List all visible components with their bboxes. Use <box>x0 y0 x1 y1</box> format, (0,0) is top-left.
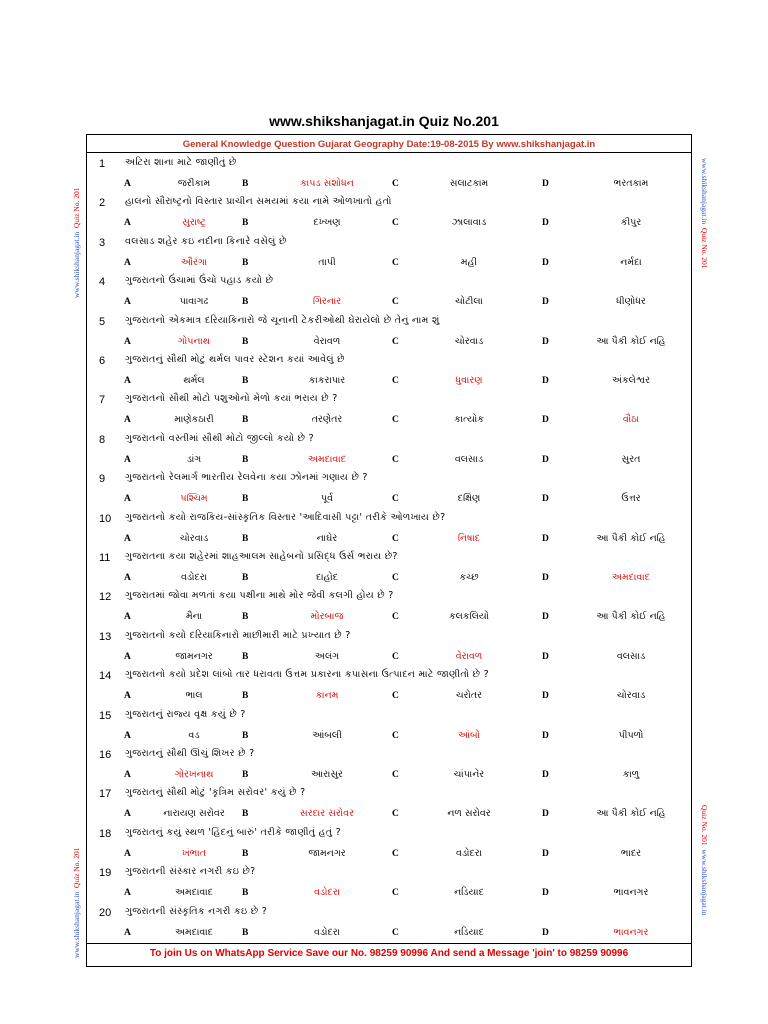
question-block <box>87 863 691 903</box>
watermark-site-text: www.shikshanjagat.in <box>72 891 81 958</box>
whatsapp-footer: To join Us on WhatsApp Service Save our No. 98259 90996 And send a Message 'join' to 98259 90996 <box>149 948 629 959</box>
site-title: www.shikshanjagat.in Quiz No.201 <box>269 113 499 129</box>
option-letter: D <box>542 691 549 702</box>
option-text: જામનગર <box>175 650 213 662</box>
option-text: જામનગર <box>308 847 346 859</box>
correct-option-text: ઔરંગા <box>180 256 208 268</box>
option-letter: A <box>124 297 131 308</box>
option-text: ચોરવાડ <box>454 335 484 347</box>
question-block <box>87 272 691 312</box>
option-letter: A <box>124 573 131 583</box>
option-letter: B <box>242 691 249 702</box>
question-number: 11 <box>99 552 111 564</box>
question-text: ગુજરાતની સંસ્કૃતિક નગરી કઇ છે ? <box>125 905 268 917</box>
option-letter: C <box>392 691 399 702</box>
option-letter: D <box>542 730 549 741</box>
option-letter: B <box>242 415 249 426</box>
option-letter: A <box>124 770 131 780</box>
correct-option-text: ખંભાત <box>181 847 207 859</box>
watermark-site-text: www.shikshanjagat.in <box>700 158 709 225</box>
option-letter: C <box>392 730 399 741</box>
question-block <box>87 627 691 667</box>
correct-option-text: કાનમ <box>315 690 339 702</box>
correct-option-text: પશ્ચિમ <box>180 493 208 505</box>
option-text: વલસાડ <box>454 453 484 465</box>
question-number: 20 <box>99 906 112 919</box>
quiz-subtitle: General Knowledge Question Gujarat Geography Date:19-08-2015 By www.shikshanjagat.in <box>182 139 596 150</box>
correct-option-text: આંબો <box>457 729 481 741</box>
correct-option-text: ગોરખનાથ <box>174 769 214 780</box>
option-text: ભાદર <box>620 847 642 859</box>
option-letter: B <box>242 218 249 229</box>
question-block <box>87 154 691 194</box>
option-text: વેરાવળ <box>313 335 341 347</box>
question-number: 17 <box>99 788 112 801</box>
option-text: દાહોદ <box>315 572 339 583</box>
question-text: ગુજરાતનું સૌથી મોટું થર્મલ પાવર સ્ટેશન કયાં આવેલું છે <box>125 354 345 365</box>
option-text: કીપુર <box>620 217 642 229</box>
watermark-quiz-text: Quiz No. 201 <box>72 847 81 889</box>
option-text: આ પૈકી કોઈ નહિ <box>596 532 666 544</box>
option-letter: C <box>392 770 399 780</box>
question-block <box>87 509 691 549</box>
correct-option-text: કાપડ સંશોધન <box>300 178 354 189</box>
option-letter: B <box>242 927 249 938</box>
option-text: અંકલેશ્વર <box>611 375 651 386</box>
quiz-sheet <box>86 134 692 967</box>
question-block <box>87 745 691 785</box>
option-text: નડિયાદ <box>454 887 484 899</box>
option-letter: A <box>124 809 131 820</box>
question-text: ગુજરાતનો રેલમાર્ગ ભારતીય રેલવેના કયા ઝોનમાં ગણાય છે ? <box>125 472 368 484</box>
option-letter: C <box>392 888 399 899</box>
option-letter: D <box>542 376 549 386</box>
option-letter: A <box>124 336 131 347</box>
option-letter: D <box>542 809 549 820</box>
option-text: આ પૈકી કોઈ નહિ <box>596 335 666 347</box>
option-letter: B <box>242 888 249 899</box>
question-number: 15 <box>99 709 112 722</box>
option-letter: D <box>542 533 549 544</box>
option-text: વડ <box>188 729 200 741</box>
question-number: 4 <box>99 276 106 289</box>
option-text: વડોદરા <box>455 847 483 859</box>
option-letter: A <box>124 730 131 741</box>
option-letter: D <box>542 651 549 662</box>
option-letter: B <box>242 573 249 583</box>
question-block <box>87 784 691 824</box>
option-text: ભરતકામ <box>613 178 649 189</box>
side-watermark-right-top <box>700 158 709 269</box>
question-block <box>87 390 691 430</box>
correct-option-text: વૌઠા <box>622 414 640 426</box>
option-text: ઝાલાવાડ <box>451 217 487 229</box>
option-letter: A <box>124 257 131 268</box>
option-text: ભાલ <box>185 690 203 702</box>
option-letter: D <box>542 454 549 465</box>
question-number: 6 <box>99 355 106 367</box>
option-letter: B <box>242 376 249 386</box>
correct-option-text: ભાવનગર <box>613 926 649 938</box>
option-text: નર્મદા <box>620 256 642 268</box>
option-letter: B <box>242 336 249 347</box>
option-letter: D <box>542 494 549 505</box>
question-text: ગુજરાતમાં જોવા મળતાં કયા પક્ષીના માથે મોર જેવી કલગી હોય છે ? <box>125 590 394 602</box>
question-number: 19 <box>99 867 112 880</box>
option-text: ચાંપાનેર <box>453 769 485 780</box>
question-number: 7 <box>99 394 106 407</box>
option-letter: B <box>242 179 249 189</box>
option-text: વલસાડ <box>616 650 646 662</box>
question-block <box>87 193 691 233</box>
option-text: આંબલી <box>312 729 342 741</box>
question-text: ગુજરાતના કયા શહેરમાં શાહઆલમ સાહેબનો પ્રસિદ્ધ ઉર્સ ભરાય છે? <box>125 551 398 562</box>
option-text: તરણેતર <box>311 414 343 426</box>
question-number: 18 <box>99 827 112 840</box>
option-letter: C <box>392 848 399 859</box>
option-letter: B <box>242 454 249 465</box>
question-block <box>87 233 691 273</box>
question-number: 16 <box>99 749 112 761</box>
option-letter: B <box>242 730 249 741</box>
question-block <box>87 430 691 470</box>
question-text: ગુજરાતનું રાજ્ય વૃક્ષ કયું છે ? <box>125 708 246 720</box>
option-letter: B <box>242 533 249 544</box>
option-text: પીપળો <box>618 729 644 741</box>
option-text: નાઘેર <box>316 532 338 544</box>
option-letter: C <box>392 257 399 268</box>
option-text: કાત્યોક <box>454 414 484 426</box>
watermark-quiz-text: Quiz No. 201 <box>700 805 709 846</box>
option-letter: C <box>392 533 399 544</box>
correct-option-text: નિષાદ <box>457 532 481 544</box>
option-letter: C <box>392 376 399 386</box>
watermark-site-text: www.shikshanjagat.in <box>72 231 81 298</box>
question-text: ગુજરાતનો વસ્તીમાં સૌથી મોટો જીલ્લો કયો છે ? <box>125 432 314 444</box>
option-text: માણેકઠારી <box>174 414 214 426</box>
question-block <box>87 824 691 864</box>
question-text: ગુજરાતનું કયું સ્થળ 'હિંદનું બારું' તરીકે જાણીતું હતું ? <box>125 826 341 838</box>
option-letter: A <box>124 494 131 505</box>
option-letter: D <box>542 927 549 938</box>
option-text: ચોટીલા <box>455 296 483 308</box>
option-text: ચોરવાડ <box>616 690 646 702</box>
option-text: પાવાગઢ <box>179 296 209 308</box>
question-number: 14 <box>99 670 112 683</box>
option-text: અલંગ <box>314 650 340 662</box>
question-block <box>87 312 691 352</box>
option-letter: C <box>392 179 399 189</box>
question-number: 12 <box>99 591 112 604</box>
option-text: કાકરાપાર <box>308 375 346 386</box>
question-text: ગુજરાતનો કયો પ્રદેશ લાંબો તાર ધરાવતા ઉત્તમ પ્રકારના કપાસના ઉત્પાદન માટે જાણીતો છે ? <box>125 669 489 681</box>
option-letter: C <box>392 809 399 820</box>
question-text: ગુજરાતનો એકમાત્ર દરિયાકિનારો જે ચૂનાની ટેકરીઓથી ઘેરાયેલો છે તેનું નામ શું <box>125 314 440 326</box>
question-text: ગુજરાતનું સૌથી મોટું 'કૃત્રિમ સરોવર' કયું છે ? <box>125 787 306 799</box>
question-block <box>87 903 691 943</box>
option-letter: A <box>124 691 131 702</box>
question-block <box>87 469 691 509</box>
option-letter: D <box>542 257 549 268</box>
question-number: 5 <box>99 315 106 328</box>
watermark-site-text: www.shikshanjagat.in <box>700 849 709 916</box>
correct-option-text: ગિરનાર <box>312 296 342 308</box>
option-letter: A <box>124 179 131 189</box>
option-letter: B <box>242 612 249 623</box>
option-text: આ પૈકી કોઈ નહિ <box>596 611 666 623</box>
option-letter: C <box>392 927 399 938</box>
question-number: 8 <box>99 433 106 446</box>
question-number: 3 <box>99 236 106 249</box>
option-letter: D <box>542 612 549 623</box>
option-letter: D <box>542 179 549 189</box>
option-text: આ પૈકી કોઈ નહિ <box>596 808 666 820</box>
option-letter: A <box>124 612 131 623</box>
option-letter: C <box>392 454 399 465</box>
side-watermark-left-top <box>72 187 81 298</box>
option-letter: A <box>124 533 131 544</box>
option-text: કલકલિયો <box>448 611 490 623</box>
question-block <box>87 666 691 706</box>
question-text: વલસાડ શહેર કઇ નદીના કિનારે વસેલું છે <box>125 235 287 247</box>
option-letter: D <box>542 297 549 308</box>
option-text: નળ સરોવર <box>447 808 491 820</box>
correct-option-text: વડોદરા <box>313 887 341 899</box>
option-text: તાપી <box>318 256 336 268</box>
correct-option-text: મોરબાજ <box>310 611 344 623</box>
correct-option-text: ધુવારણ <box>455 375 483 386</box>
correct-option-text: અમદાવાદ <box>308 453 346 465</box>
question-number: 9 <box>99 473 106 486</box>
question-number: 10 <box>99 512 112 525</box>
option-letter: C <box>392 573 399 583</box>
option-text: મૈના <box>185 611 203 623</box>
question-block <box>87 706 691 746</box>
question-number: 2 <box>99 197 106 210</box>
footer-divider <box>87 943 691 944</box>
option-letter: C <box>392 336 399 347</box>
option-letter: B <box>242 257 249 268</box>
option-text: દક્ષિણ <box>457 493 481 505</box>
option-letter: C <box>392 415 399 426</box>
option-text: પૂર્વ <box>320 493 334 505</box>
option-letter: C <box>392 651 399 662</box>
option-text: ડાંગ <box>186 453 202 465</box>
correct-option-text: સુરાષ્ટ્ર <box>182 217 206 229</box>
option-letter: C <box>392 297 399 308</box>
question-text: ગુજરાતનું સૌથી ઊંચું શિખર છે ? <box>125 748 255 759</box>
option-text: જરીકામ <box>177 178 211 189</box>
option-letter: A <box>124 888 131 899</box>
question-text: ગુજરાતનો કયો દરિયાકિનારો માછીમારી માટે પ્રખ્યાત છે ? <box>125 629 351 641</box>
correct-option-text: સરદાર સરોવર <box>300 808 354 820</box>
option-letter: A <box>124 376 131 386</box>
question-text: હાલનો સૌરાષ્ટ્રનો વિસ્તાર પ્રાચીન સમયમાં કયા નામે ઓળખાતો હતો <box>125 196 392 208</box>
option-letter: A <box>124 927 131 938</box>
question-block <box>87 548 691 588</box>
option-letter: A <box>124 651 131 662</box>
question-number: 13 <box>99 630 112 643</box>
option-letter: B <box>242 770 249 780</box>
option-letter: A <box>124 454 131 465</box>
option-letter: A <box>124 848 131 859</box>
option-text: દખ્ખણ <box>313 217 341 229</box>
subtitle-divider <box>87 152 691 153</box>
option-letter: B <box>242 651 249 662</box>
option-letter: B <box>242 494 249 505</box>
question-number: 1 <box>99 158 106 170</box>
option-text: કચ્છ <box>459 572 479 583</box>
side-watermark-right-bottom <box>700 805 709 916</box>
option-text: ધીણોધર <box>616 296 646 308</box>
option-letter: D <box>542 848 549 859</box>
option-letter: C <box>392 218 399 229</box>
question-text: ગુજરાતનો કયો રાજકિય-સાંસ્કૃતિક વિસ્તાર 'આદિવાસી પટ્ટા' તરીકે ઓળખાય છે? <box>125 511 446 523</box>
option-text: થર્મલ <box>183 375 205 386</box>
correct-option-text: વેરાવળ <box>455 650 483 662</box>
question-text: ગુજરાતનો સૌથી મોટો પશુઓનો મેળો કયાં ભરાય છે ? <box>125 393 338 405</box>
correct-option-text: ગોપનાથ <box>177 335 211 347</box>
option-letter: B <box>242 297 249 308</box>
option-letter: D <box>542 218 549 229</box>
correct-option-text: અમદાવાદ <box>612 572 650 583</box>
option-text: નારાયણ સરોવર <box>163 808 225 820</box>
question-text: ગુજરાતની સંસ્કાર નગરી કઇ છે? <box>125 866 256 878</box>
option-letter: D <box>542 336 549 347</box>
option-text: વડોદરા <box>180 572 208 583</box>
option-text: અમદાવાદ <box>175 887 213 899</box>
option-text: કાળુ <box>622 769 640 780</box>
option-text: ઉત્તર <box>621 493 641 505</box>
option-letter: B <box>242 809 249 820</box>
question-text: અટિરા શાના માટે જાણીતું છે <box>125 157 237 168</box>
question-block <box>87 351 691 391</box>
option-letter: A <box>124 218 131 229</box>
option-text: નડિયાદ <box>454 926 484 938</box>
option-text: વડોદરા <box>313 926 341 938</box>
side-watermark-left-bottom <box>72 847 81 958</box>
option-text: સુરત <box>621 453 641 465</box>
option-letter: B <box>242 848 249 859</box>
option-text: ભાવનગર <box>613 887 649 899</box>
option-text: અમદાવાદ <box>175 926 213 938</box>
question-block <box>87 587 691 627</box>
watermark-quiz-text: Quiz No. 201 <box>700 227 709 269</box>
option-text: ચરોતર <box>455 690 483 702</box>
option-letter: D <box>542 573 549 583</box>
option-letter: D <box>542 770 549 780</box>
option-letter: D <box>542 415 549 426</box>
option-letter: A <box>124 415 131 426</box>
option-text: મહી <box>460 256 478 268</box>
option-text: ચોરવાડ <box>179 532 209 544</box>
option-letter: C <box>392 612 399 623</box>
option-text: સલાટકામ <box>449 178 489 189</box>
option-text: આરાસુર <box>311 769 343 780</box>
question-text: ગુજરાતનો ઉંચામાં ઉંચો પહાડ કયો છે <box>125 275 274 287</box>
option-letter: C <box>392 494 399 505</box>
option-letter: D <box>542 888 549 899</box>
watermark-quiz-text: Quiz No. 201 <box>72 187 81 229</box>
